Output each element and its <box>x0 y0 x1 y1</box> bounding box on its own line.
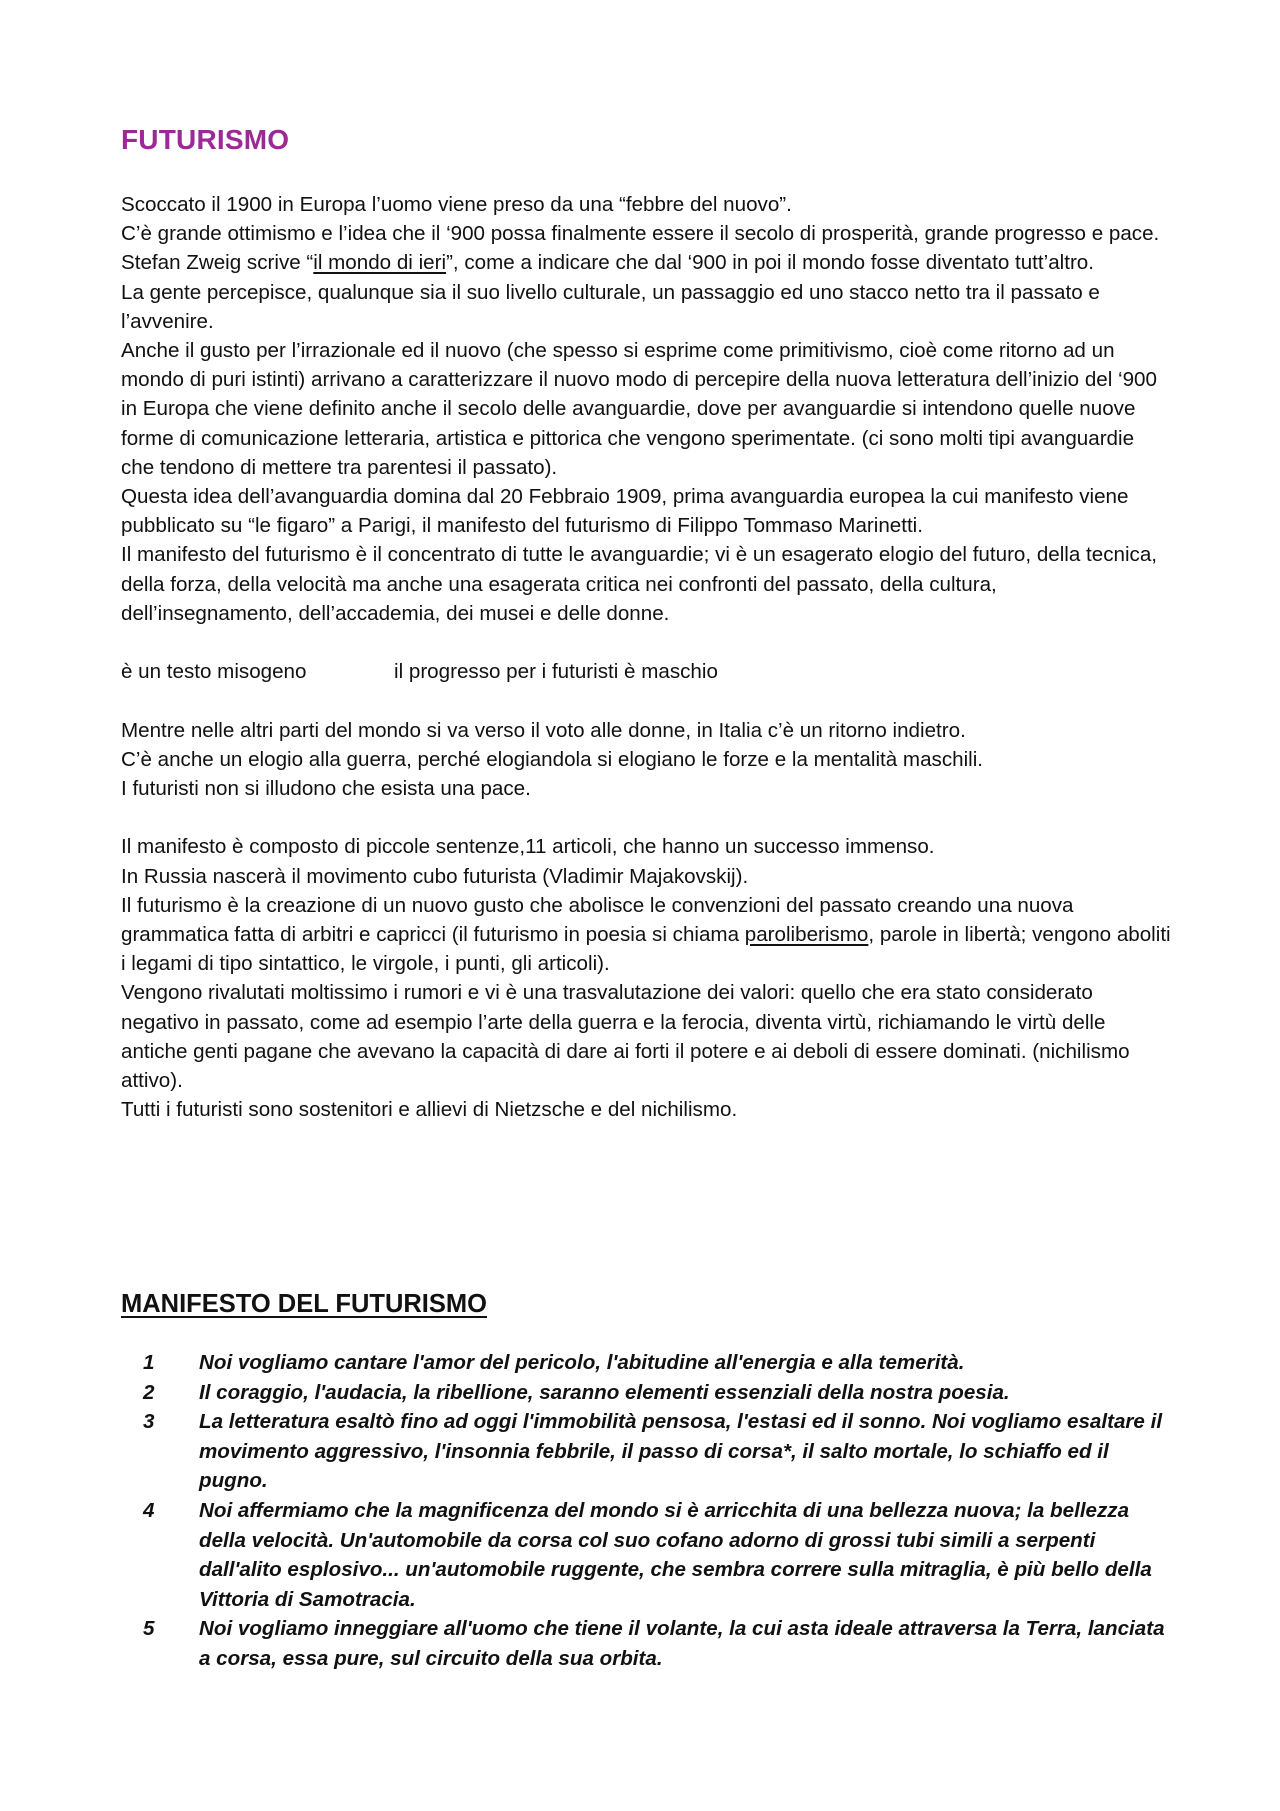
paragraph: I futuristi non si illudono che esista una pace. <box>121 777 531 801</box>
paragraph: Mentre nelle altri parti del mondo si va verso il voto alle donne, in Italia c’è un ritorno indietro. <box>121 718 966 742</box>
article-text: Noi vogliamo cantare l'amor del pericolo, l'abitudine all'energia e alla temerità. <box>199 1351 965 1374</box>
list-item <box>143 1378 1171 1408</box>
paragraph: C’è anche un elogio alla guerra, perché elogiandola si elogiano le forze e la mentalità maschili. <box>121 747 984 771</box>
text-span: Stefan Zweig scrive “ <box>121 251 314 275</box>
article-text: Noi vogliamo inneggiare all'uomo che tiene il volante, la cui asta ideale attraversa la Terra, lanciata a corsa, essa pure, sul circuito della sua orbita. <box>199 1617 1165 1670</box>
paragraph <box>121 891 1171 979</box>
list-item <box>143 1614 1171 1673</box>
underlined-term: paroliberismo <box>744 923 869 947</box>
paragraph: La gente percepisce, qualunque sia il suo livello culturale, un passaggio ed uno stacco netto tra il passato e l’avvenire. <box>121 280 1100 333</box>
paragraph: Vengono rivalutati moltissimo i rumori e vi è una trasvalutazione dei valori: quello che era stato considerato negativo in passato, come ad esempio l’arte della guerra e la ferocia, diventa virtù, richiamando le virtù delle antiche genti pagane che avevano la capacità di dare ai forti il potere e ai deboli di essere dominati. (nichilismo attivo). <box>121 981 1130 1093</box>
section-heading: MANIFESTO DEL FUTURISMO <box>121 1290 487 1318</box>
paragraph: Anche il gusto per l’irrazionale ed il nuovo (che spesso si esprime come primitivismo, cioè come ritorno ad un mondo di puri istinti) arrivano a caratterizzare il nuovo modo di percepire della nuova letteratura dell’inizio del ‘900 in Europa che viene definito anche il secolo delle avanguardie, dove per avanguardie si intendono quelle nuove forme di comunicazione letteraria, artistica e pittorica che vengono sperimentate. (ci sono molti tipi avanguardie che tendono di mettere tra parentesi il passato). <box>121 339 1157 479</box>
spacer <box>121 628 1171 657</box>
article-text: Il coraggio, l'audacia, la ribellione, saranno elementi essenziali della nostra poesia. <box>199 1380 1010 1404</box>
article-number: 4 <box>143 1498 155 1522</box>
spacer <box>121 686 1171 715</box>
text-span: ”, come a indicare che dal ‘900 in poi il mondo fosse diventato tutt’altro. <box>446 251 1094 275</box>
misogeno-right: il progresso per i futuristi è maschio <box>394 660 718 684</box>
paragraph: Tutti i futuristi sono sostenitori e allievi di Nietzsche e del nichilismo. <box>121 1098 738 1122</box>
paragraph <box>121 248 1171 277</box>
manifesto-list <box>143 1348 1171 1674</box>
paragraph: In Russia nascerà il movimento cubo futurista (Vladimir Majakovskij). <box>121 864 749 888</box>
text-span: Il futurismo è la creazione di un nuovo gusto che abolisce le convenzioni del passato creando una nuova grammatica fatta di arbitri e capricci (il futurismo in poesia si chiama <box>121 893 1074 947</box>
paragraph: Il manifesto del futurismo è il concentrato di tutte le avanguardie; vi è un esagerato elogio del futuro, della tecnica, della forza, della velocità ma anche una esagerata critica nei confronti del passato, della cultura, dell’insegnamento, dell’accademia, dei musei e delle donne. <box>121 543 1158 625</box>
list-item <box>143 1407 1171 1496</box>
article-text: Noi affermiamo che la magnificenza del mondo si è arricchita di una bellezza nuova; la bellezza della velocità. Un'automobile da corsa col suo cofano adorno di grossi tubi simili a serpenti dall'alito esplosivo... un'automobile ruggente, che sembra correre sulla mitraglia, è più bello della Vittoria di Samotracia. <box>199 1498 1152 1611</box>
article-text: La letteratura esaltò fino ad oggi l'immobilità pensosa, l'estasi ed il sonno. Noi vogliamo esaltare il movimento aggressivo, l'insonnia febbrile, il passo di corsa*, il salto mortale, lo schiaffo ed il pugno. <box>199 1410 1163 1493</box>
document-body <box>121 190 1171 1124</box>
underlined-title: il mondo di ieri <box>313 251 447 275</box>
article-number: 5 <box>143 1617 155 1641</box>
list-item <box>143 1496 1171 1614</box>
page-title: FUTURISMO <box>121 124 290 155</box>
text-span: , parole in libertà; vengono aboliti i legami di tipo sintattico, le virgole, i punti, gli articoli). <box>121 923 1171 976</box>
spacer <box>121 803 1171 832</box>
paragraph: Il manifesto è composto di piccole sentenze,11 articoli, che hanno un successo immenso. <box>121 835 935 859</box>
list-item <box>143 1348 1171 1378</box>
misogeno-line <box>121 657 1171 686</box>
article-number: 1 <box>143 1351 155 1374</box>
article-number: 3 <box>143 1410 155 1434</box>
paragraph: Questa idea dell’avanguardia domina dal 20 Febbraio 1909, prima avanguardia europea la cui manifesto viene pubblicato su “le figaro” a Parigi, il manifesto del futurismo di Filippo Tommaso Marinetti. <box>121 485 1129 538</box>
paragraph: C’è grande ottimismo e l’idea che il ‘900 possa finalmente essere il secolo di prosperità, grande progresso e pace. <box>121 222 1160 246</box>
article-number: 2 <box>143 1380 155 1404</box>
paragraph: Scoccato il 1900 in Europa l’uomo viene preso da una “febbre del nuovo”. <box>121 193 792 216</box>
misogeno-left: è un testo misogeno <box>121 660 307 684</box>
